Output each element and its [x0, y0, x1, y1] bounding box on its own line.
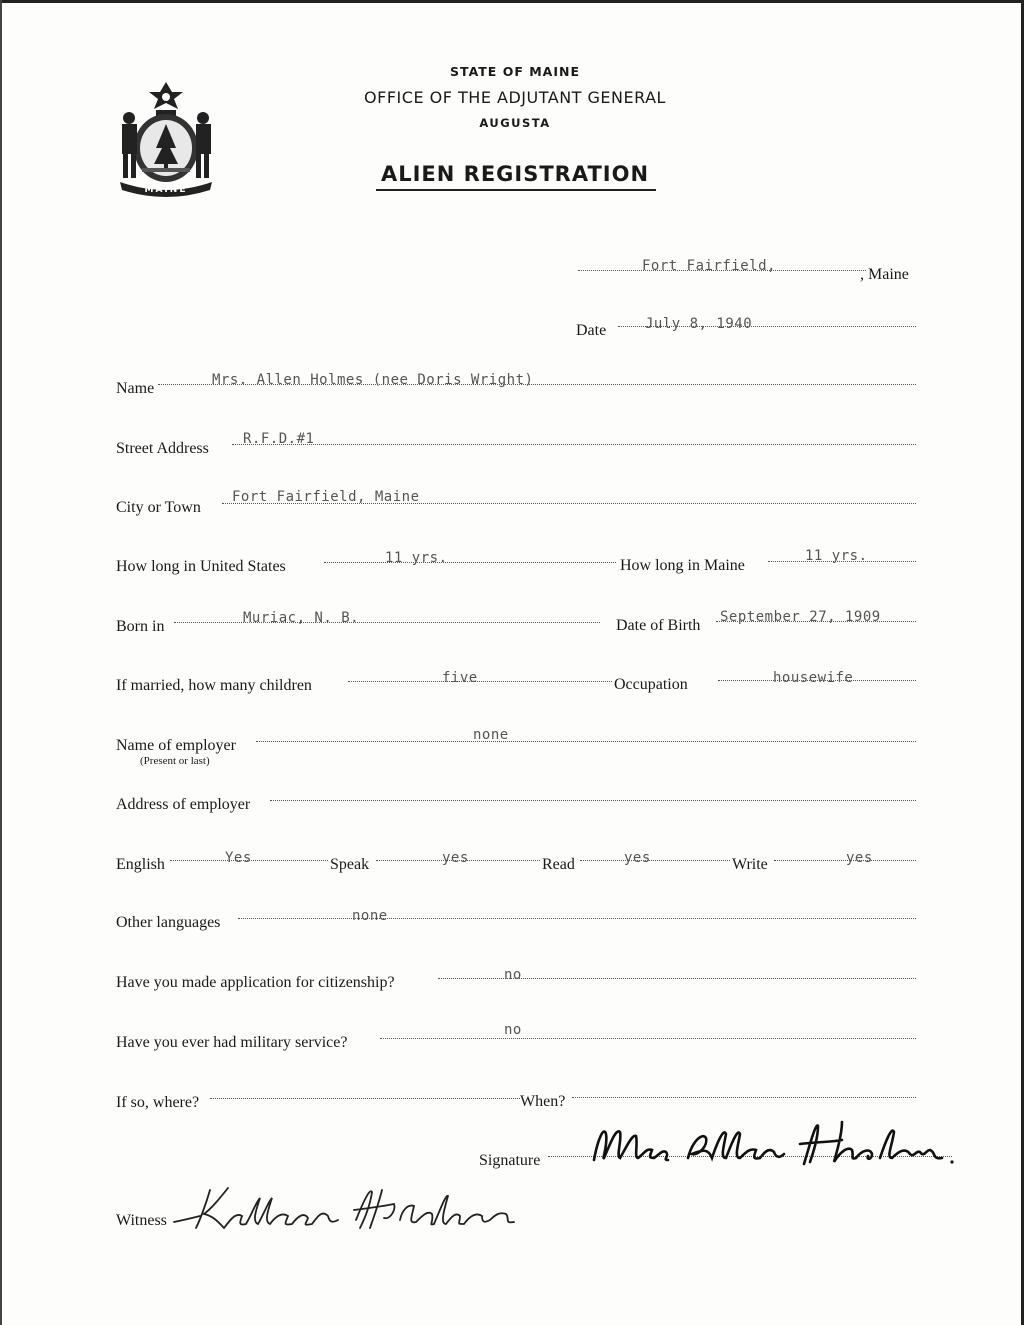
dob-label: Date of Birth [616, 617, 701, 634]
name-label: Name [116, 380, 155, 397]
employer-address-line [270, 798, 916, 801]
speak-value: yes [442, 850, 469, 866]
military-line [380, 1036, 916, 1039]
write-line [774, 858, 916, 861]
place-value: Fort Fairfield, [642, 258, 776, 274]
write-label: Write [732, 856, 768, 873]
born-line [174, 620, 600, 623]
date-value: July 8, 1940 [645, 316, 753, 332]
witness-label: Witness [116, 1212, 167, 1229]
where-label: If so, where? [116, 1094, 200, 1111]
other-languages-value: none [352, 908, 388, 924]
read-value: yes [624, 850, 651, 866]
military-label: Have you ever had military service? [116, 1034, 348, 1051]
us-label: How long in United States [116, 558, 286, 575]
english-value: Yes [225, 850, 252, 866]
city-value: Fort Fairfield, Maine [232, 489, 420, 505]
read-label: Read [542, 856, 575, 873]
other-languages-line [238, 916, 916, 919]
write-value: yes [846, 850, 873, 866]
page-edge-top [0, 0, 1024, 3]
state-seal-icon [112, 78, 220, 200]
speak-label: Speak [330, 856, 370, 873]
when-label: When? [520, 1093, 566, 1110]
employer-value: none [473, 727, 509, 743]
maine-value: 11 yrs. [805, 548, 868, 564]
employer-line [256, 739, 916, 742]
citizenship-value: no [504, 967, 522, 983]
maine-label: How long in Maine [620, 557, 745, 574]
employer-address-label: Address of employer [116, 796, 251, 813]
us-value: 11 yrs. [385, 550, 448, 566]
born-value: Muriac, N. B. [243, 610, 360, 626]
english-label: English [116, 856, 165, 873]
name-value: Mrs. Allen Holmes (nee Doris Wright) [212, 372, 534, 388]
occupation-value: housewife [773, 670, 854, 686]
children-line [348, 679, 612, 682]
dob-value: September 27, 1909 [720, 609, 881, 625]
place-suffix: , Maine [860, 266, 909, 283]
date-label: Date [576, 322, 607, 339]
signature-label: Signature [479, 1152, 541, 1169]
witness-signature-handwriting [170, 1180, 530, 1236]
employer-sublabel: (Present or last) [140, 755, 210, 767]
header-state: STATE OF MAINE [450, 64, 580, 79]
street-line [232, 442, 916, 445]
signature-handwriting [580, 1114, 960, 1176]
header-city: AUGUSTA [479, 116, 551, 130]
citizenship-label: Have you made application for citizenship? [116, 974, 395, 991]
street-label: Street Address [116, 440, 209, 457]
seal-label: MAINE [144, 185, 188, 195]
page-edge-left [0, 0, 2, 1325]
occupation-label: Occupation [614, 676, 688, 693]
other-languages-label: Other languages [116, 914, 221, 931]
form-title: ALIEN REGISTRATION [380, 162, 650, 186]
title-underline [376, 189, 656, 191]
us-line [324, 560, 616, 563]
children-value: five [442, 670, 478, 686]
where-line [210, 1096, 520, 1099]
employer-label: Name of employer [116, 737, 236, 754]
born-label: Born in [116, 618, 165, 635]
children-label: If married, how many children [116, 677, 312, 694]
header-office: OFFICE OF THE ADJUTANT GENERAL [364, 88, 666, 107]
when-line [572, 1095, 916, 1098]
city-label: City or Town [116, 499, 201, 516]
military-value: no [504, 1022, 522, 1038]
read-line [580, 858, 730, 861]
street-value: R.F.D.#1 [243, 431, 315, 447]
